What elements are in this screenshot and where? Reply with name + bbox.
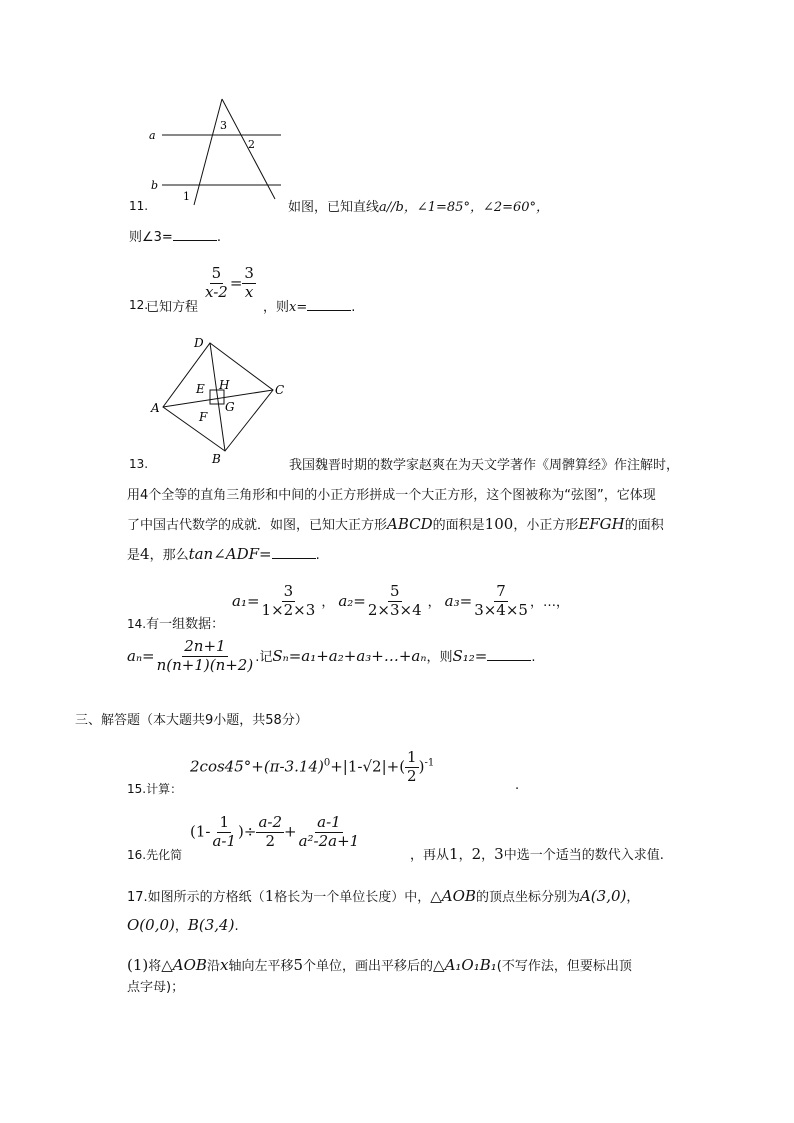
q15-half-num: 1 [407,748,417,766]
q17-l1b: 1 [264,887,275,905]
q11-line1 [288,196,549,215]
q14-a3-den: 3×4×5 [474,600,528,619]
q14-sequence [232,584,569,619]
q17-line4: 点字母)； [127,980,185,995]
q14-a2-fraction [366,584,424,619]
q12-text2: ，则 [263,300,290,315]
q14-an: aₙ= [127,646,155,665]
q15-half-den: 2 [407,766,417,785]
q17-triangle-aob: △AOB [430,887,476,905]
q17-l2b: ， [174,919,188,934]
label-C: C [275,383,285,397]
q16-f3-num: a-1 [317,813,341,831]
label-b: b [151,179,159,192]
q17-l3f: 轴向左平移 [228,959,294,974]
q14-end: . [531,649,536,665]
q16-text3: 中选一个适当的数代入求值. [503,848,664,863]
q17-point-b: B(3,4) [187,916,235,934]
label-a: a [149,129,156,142]
q14-sep1: ， [321,594,335,610]
transversal-left [194,99,222,205]
q16-n1: 1 [449,845,459,863]
q13-line4 [127,544,320,563]
q12-rhs-num: 3 [244,264,254,282]
q14-a1: a₁= [232,591,260,610]
q14-a3-num: 7 [496,582,506,600]
q13-l4a: 是 [127,548,141,563]
q14-a2-num: 5 [389,582,400,600]
q16-f1 [210,815,238,850]
section-3-title: 三、解答题（本大题共9小题，共58分） [75,713,308,728]
q12-lhs-num: 5 [211,264,222,282]
q16-n2: 2 [471,845,482,863]
q16-f2 [256,815,284,850]
q16-tail [410,844,664,863]
q17-l3c: △AOB [161,956,207,974]
q13-area-4: 4 [140,545,150,563]
q12-lhs-fraction [203,266,230,301]
q12-equals: = [229,273,243,292]
q13-l4c: ，那么 [149,548,189,563]
q13-figure [146,332,296,470]
q16-f3-den: a²-2a+1 [298,831,360,850]
q16-f3 [297,815,362,850]
q14-a3-fraction [472,584,530,619]
label-H: H [219,378,230,392]
q12-answer-blank[interactable] [307,310,351,311]
label-1: 1 [183,190,190,203]
q11-figure [140,96,290,208]
q17-point-o: O(0,0) [127,916,175,934]
line-db [210,343,225,451]
q14-text2: .记 [255,649,273,665]
label-2: 2 [248,138,255,151]
q14-intro [127,613,224,632]
q15-half-fraction [405,750,419,785]
q13-square-abcd: ABCD [387,515,433,533]
q13-line3 [127,514,664,533]
label-F: F [199,410,208,424]
q14-a1-num: 3 [283,582,294,600]
q17-l2d: . [234,919,239,934]
q16-f2-num: a-2 [258,813,283,831]
q16-f2-den: 2 [265,831,275,850]
q13-number: 13. [129,457,149,471]
q17-l3g: 5 [293,956,304,974]
q14-an-den: n(n+1)(n+2) [156,655,254,674]
q14-a2: a₂= [338,591,366,610]
q12-end: . [351,300,356,315]
q11-condition: a//b，∠1=85°，∠2=60°， [379,200,550,215]
q14-s12: S₁₂= [452,646,488,665]
q14-a1-fraction [260,584,318,619]
q14-number: 14. [127,617,147,631]
q16-p2: )÷ [238,822,257,841]
q16-sep2: ， [481,848,495,863]
q17-l1g: ， [626,890,640,905]
q14-an-num: 2n+1 [184,637,226,655]
q14-sep2: ， [427,594,441,610]
q13-answer-blank[interactable] [272,558,316,559]
q17-line2 [127,915,239,934]
q14-a3: a₃= [444,591,473,610]
label-A: A [151,401,160,415]
q16-text2: ，再从 [410,848,450,863]
q14-a2-den: 2×3×4 [367,600,422,619]
q13-line2: 用4个全等的直角三角形和中间的小正方形拼成一个大正方形，这个图被称为“弦图”，它体现 [127,488,656,503]
q13-square-efgh: EFGH [578,515,625,533]
q15-expr-c: ) [418,757,425,776]
label-G: G [225,400,235,414]
q17-l3b: 将 [148,959,162,974]
q17-l1e: 的顶点坐标分别为 [475,890,580,905]
q12-rhs-den: x [244,282,254,301]
q13-l3g: 的面积 [624,518,664,533]
q17-point-a: A(3,0) [579,887,627,905]
q17-l1c: 格长为一个单位长度）中， [274,890,431,905]
q16-f1-den: a-1 [212,831,237,850]
q12-equation [203,266,256,301]
q12-rhs-fraction [242,266,256,301]
q16-sep1: ， [458,848,472,863]
q17-l1a: 17.如图所示的方格纸（ [127,890,265,905]
q17-l3d: 沿 [206,959,220,974]
q13-end: . [315,548,320,563]
q11-line2 [129,226,221,245]
q11-number: 11. [129,199,149,213]
q14-text3: ，则 [426,649,453,665]
q14-dots: ，…， [529,594,569,610]
q15-exp0: 0 [323,757,331,769]
q14-an-fraction [155,639,256,674]
label-B: B [212,452,221,466]
q13-line1: 我国魏晋时期的数学家赵爽在为天文学著作《周髀算经》作注解时， [289,458,680,473]
q16-p1: (1- [190,822,211,841]
q17-line3 [127,955,632,974]
q17-triangle-a1o1b1: △A₁O₁B₁ [433,956,497,974]
q13-tan-expr: tan∠ADF= [188,545,272,563]
q11-text2: 则∠3= [129,230,173,245]
q15-label: 15.计算： [127,782,183,796]
q16-n3: 3 [494,845,504,863]
q14-text: 有一组数据： [146,617,225,632]
q12-number: 12. [129,298,149,312]
q11-answer-blank[interactable] [173,240,217,241]
q15-end: . [515,778,520,793]
q16-f1-num: 1 [219,813,230,831]
label-E: E [196,382,205,396]
q12-var: x= [289,300,308,315]
q17-part1: (1) [127,956,149,974]
q15-exp-neg1: -1 [424,757,435,769]
q14-sn: Sₙ=a₁+a₂+a₃+…+aₙ [272,646,427,665]
label-3: 3 [220,119,227,132]
q13-area-100: 100 [484,515,514,533]
q14-a1-den: 1×2×3 [261,600,316,619]
q13-l3a: 了中国古代数学的成就．如图，已知大正方形 [127,518,388,533]
q17-l3e: x [219,956,229,974]
q12-tail [263,296,355,315]
q11-text1: 如图，已知直线 [288,200,380,215]
q16-label: 16.先化简 [127,848,183,862]
q13-l3e: ，小正方形 [513,518,579,533]
q14-answer-blank[interactable] [487,660,531,661]
label-D: D [194,336,204,350]
q17-l3h: 个单位，画出平移后的 [303,959,434,974]
q11-end: . [216,230,221,245]
q15-expr-b: +|1-√2|+( [330,757,406,776]
q15-expr-a: 2cos45°+(π-3.14) [190,757,324,776]
q14-general-term [127,639,535,674]
q16-expression [190,815,361,850]
q12-lhs-den: x-2 [205,282,228,301]
q12-text: 已知方程 [146,300,199,315]
q17-line1 [127,886,639,905]
q15-expression [190,750,434,785]
q17-l3j: (不写作法，但要标出顶 [496,959,632,974]
q13-l3c: 的面积是 [432,518,485,533]
q16-plus: + [284,822,297,841]
